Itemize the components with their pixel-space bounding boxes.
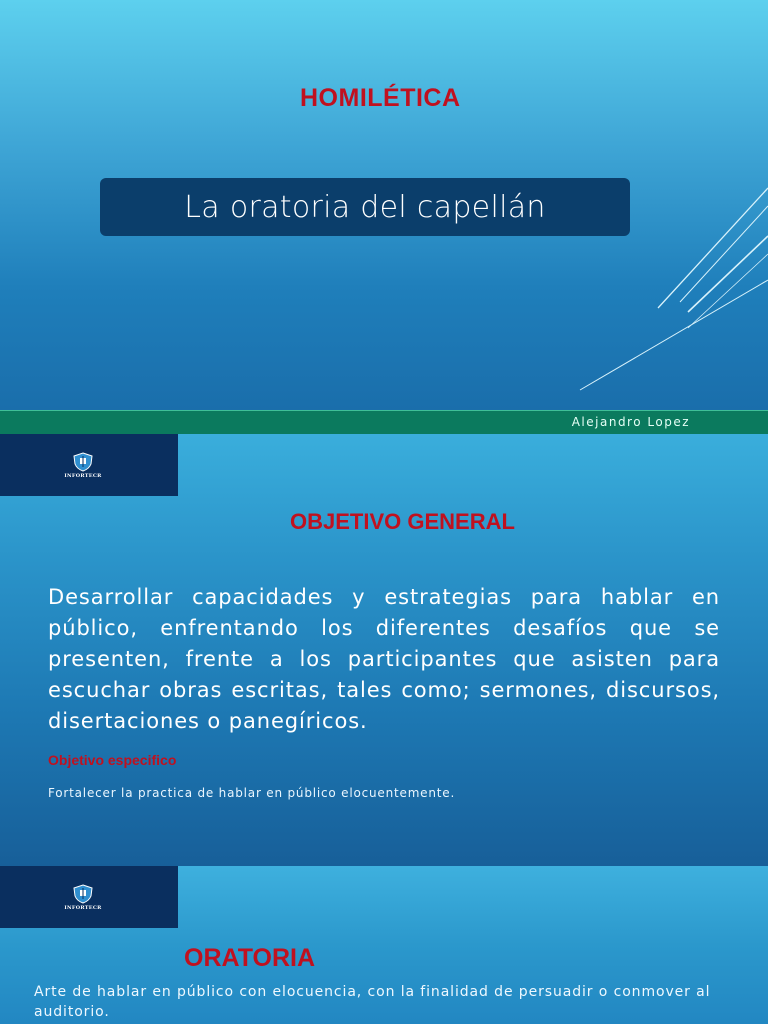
logo-text: INFORTECR: [64, 472, 102, 479]
presentation-title: HOMILÉTICA: [300, 84, 461, 112]
objetivo-especifico-heading: Objetivo especifico: [48, 752, 177, 768]
shield-logo-icon: [72, 884, 94, 904]
slide-title: [0, 0, 768, 410]
oratoria-heading: ORATORIA: [184, 944, 316, 972]
logo-text: INFORTECR: [64, 904, 102, 911]
slide-oratoria: [0, 866, 768, 1024]
diagonal-lines-decoration-icon: [568, 180, 768, 395]
logo-box: [0, 434, 178, 496]
subtitle-box: [100, 178, 630, 236]
objetivo-especifico-text: Fortalecer la practica de hablar en público elocuentemente.: [48, 786, 456, 800]
author-name: Alejandro Lopez: [571, 415, 690, 429]
oratoria-text: Arte de hablar en público con elocuencia, con la finalidad de persuadir o conmover al auditorio.: [34, 984, 711, 1020]
logo-box: [0, 866, 178, 928]
presentation-subtitle: La oratoria del capellán: [184, 189, 546, 225]
objetivo-general-text: Desarrollar capacidades y estrategias para hablar en público, enfrentando los diferentes desafíos que se presenten, frente a los participantes que asisten para escuchar obras escritas, tales como; sermones, discursos, disertaciones o panegíricos.: [48, 585, 720, 733]
shield-logo-icon: [72, 452, 94, 472]
author-bar: [0, 410, 768, 434]
objetivo-general-heading: OBJETIVO GENERAL: [290, 509, 515, 534]
slide-objetivo: [0, 434, 768, 866]
